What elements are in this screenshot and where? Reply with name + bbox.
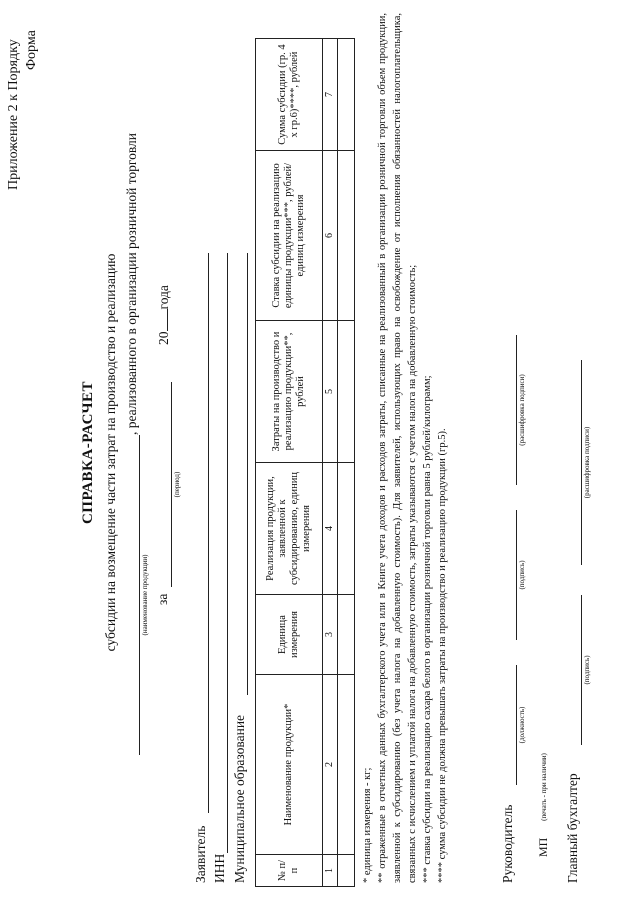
table-cell[interactable] [338,39,355,151]
table-number-row [323,39,338,887]
title-line-1: субсидии на возмещение части затрат на производство и реализацию [103,253,118,652]
table-cell[interactable] [338,151,355,321]
table-row [338,39,355,887]
column-header: Реализация продукции, заявленной к субсидированию, единиц измерения [256,463,323,595]
footnotes [360,13,450,883]
accountant-decode-caption: (расшифровка подписи) [583,426,591,499]
table-cell[interactable] [338,855,355,887]
column-header: Наименование продукции* [256,675,323,855]
column-number: 1 [323,855,338,887]
table-header-row [256,39,323,887]
column-header: Ставка субсидии на реализацию единицы продукции***, рублей/ единиц измерения [256,151,323,321]
subsidy-table [255,38,355,887]
year-suffix: года [156,285,171,310]
product-name-blank [139,435,140,755]
footnote: * единица измерения - кг; [362,767,373,883]
table-cell[interactable] [338,463,355,595]
applicant-blank [208,253,209,813]
municipality-blank [247,253,248,695]
period-blank [171,382,172,587]
head-position-blank [516,665,517,785]
form-label: Форма [24,30,39,70]
column-header: Единица измерения [256,595,323,675]
year-blank [155,310,168,332]
accountant-signature-blank [581,595,582,745]
footnote: ** отраженные в отчетных данных бухгалтерского учета или в Книге учета доходов и расходов затраты, списанные на реализованный в организации розничной торговли объем продукции, заявленной к субсидированию (без учета налога на добавленную стоимость). Для заявителей, использующих право на освобождение от исполнения обязанностей налогоплательщика, связанных с исчислением и уплатой налога на добавленную стоимость, затраты указываются с учетом налога на добавленную стоимость; [377,13,418,883]
table-cell[interactable] [338,675,355,855]
inn-label: ИНН [212,853,227,883]
period-caption: (период) [173,471,181,498]
column-number: 3 [323,595,338,675]
head-decode-caption: (расшифровка подписи) [518,374,526,446]
document-title: СПРАВКА-РАСЧЕТ [80,380,96,525]
head-decode-blank [516,335,517,485]
annex-label: Приложение 2 к Порядку [6,39,21,190]
period-prefix: за [155,593,170,605]
accountant-label: Главный бухгалтер [565,773,580,883]
year-prefix: 20 [156,331,171,345]
year-field [155,285,172,345]
footnote: **** сумма субсидии не должна превышать затраты на производство и реализацию продукции (гр.5). [437,428,448,883]
head-label: Руководитель [500,804,515,883]
product-name-caption: (наименование продукции) [141,554,149,636]
column-header: Сумма субсидии (гр. 4 х гр.6)****, рублей [256,39,323,151]
accountant-decode-blank [581,360,582,565]
head-signature-caption: (подпись) [518,560,526,590]
column-number: 2 [323,675,338,855]
title-line-2: , реализованного в организации розничной торговли [124,132,139,435]
head-signature-blank [516,510,517,640]
column-number: 4 [323,463,338,595]
column-number: 7 [323,39,338,151]
stamp-label: МП [536,837,550,857]
stamp-caption: (печать - при наличии) [540,753,548,821]
table-cell[interactable] [338,321,355,463]
footnote: *** ставка субсидии на реализацию сахара белого в организации розничной торговли равна 5 рублей/килограмм; [422,375,433,883]
column-header: Затраты на производство и реализацию продукции**, рублей [256,321,323,463]
accountant-signature-caption: (подпись) [583,655,591,685]
applicant-label: Заявитель [193,825,208,883]
column-header: № п/п [256,855,323,887]
municipality-label: Муниципальное образование [232,714,247,883]
inn-blank [227,253,228,853]
table-cell[interactable] [338,595,355,675]
head-position-caption: (должность) [518,706,526,744]
column-number: 5 [323,321,338,463]
column-number: 6 [323,151,338,321]
